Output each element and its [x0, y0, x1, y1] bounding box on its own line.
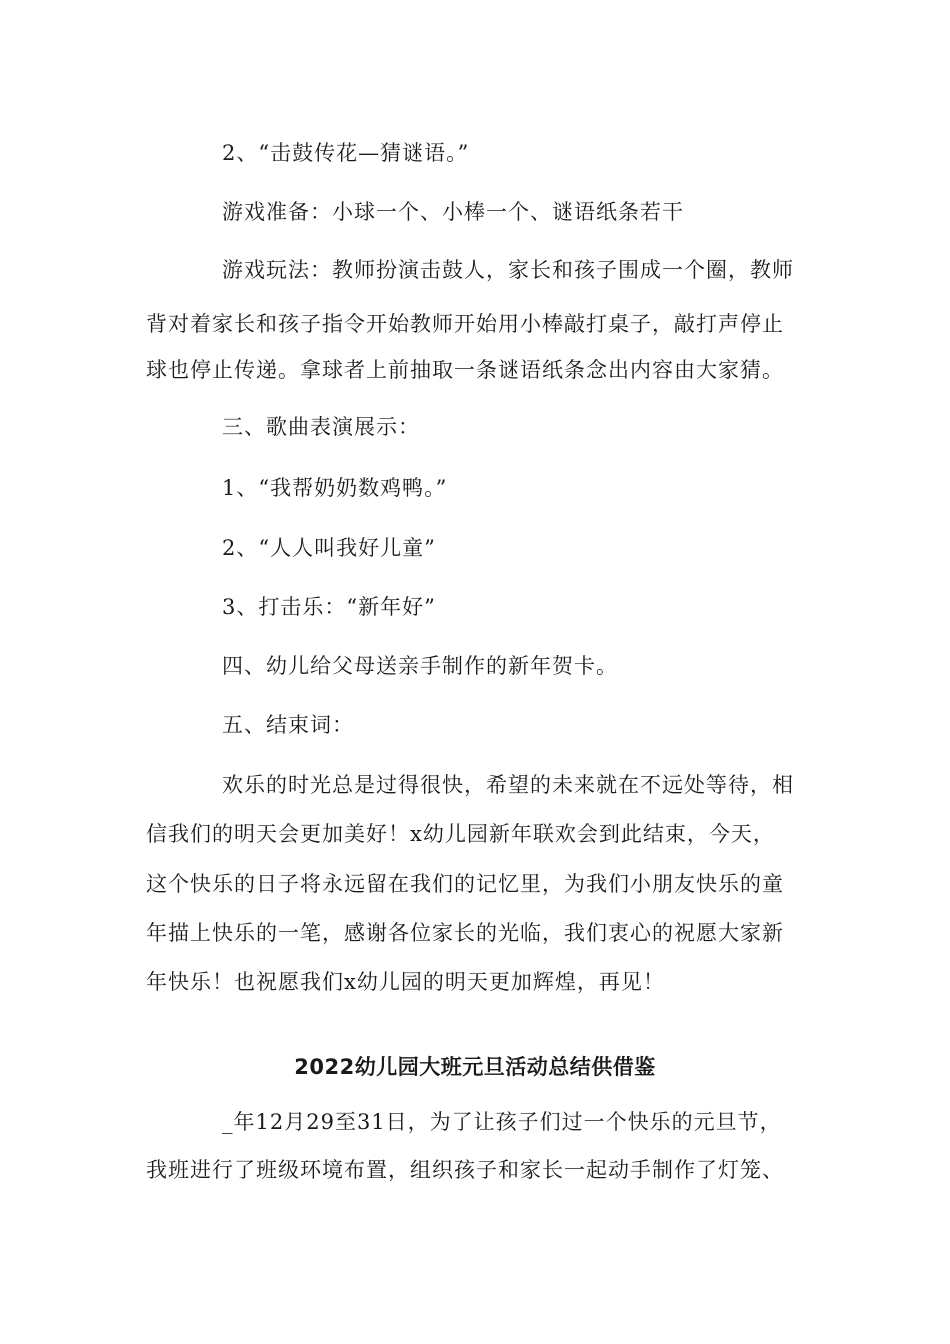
paragraph-line: 年描上快乐的一笔，感谢各位家长的光临，我们衷心的祝愿大家新: [146, 921, 784, 945]
paragraph-line: 信我们的明天会更加美好！x幼儿园新年联欢会到此结束，今天，: [146, 822, 775, 846]
section-heading: 2022幼儿园大班元旦活动总结供借鉴: [294, 1055, 656, 1079]
paragraph-line: 三、歌曲表演展示：: [222, 415, 420, 439]
paragraph-line: 这个快乐的日子将永远留在我们的记忆里，为我们小朋友快乐的童: [146, 872, 784, 896]
paragraph-line: 1、“我帮奶奶数鸡鸭。”: [222, 476, 448, 500]
paragraph-line: _年12月29至31日，为了让孩子们过一个快乐的元旦节，: [222, 1110, 782, 1134]
paragraph-line: 欢乐的时光总是过得很快，希望的未来就在不远处等待，相: [222, 773, 794, 797]
paragraph-line: 我班进行了班级环境布置，组织孩子和家长一起动手制作了灯笼、: [146, 1158, 784, 1182]
paragraph-line: 四、幼儿给父母送亲手制作的新年贺卡。: [222, 654, 618, 678]
paragraph-line: 背对着家长和孩子指令开始教师开始用小棒敲打桌子，敲打声停止: [146, 312, 784, 336]
paragraph-line: 球也停止传递。拿球者上前抽取一条谜语纸条念出内容由大家猜。: [146, 358, 784, 382]
paragraph-line: 2、“击鼓传花—猜谜语。”: [222, 141, 470, 165]
paragraph-line: 五、结束词：: [222, 713, 354, 737]
paragraph-line: 游戏准备：小球一个、小棒一个、谜语纸条若干: [222, 200, 684, 224]
paragraph-line: 游戏玩法：教师扮演击鼓人，家长和孩子围成一个圈，教师: [222, 258, 794, 282]
paragraph-line: 2、“人人叫我好儿童”: [222, 536, 436, 560]
paragraph-line: 年快乐！也祝愿我们x幼儿园的明天更加辉煌，再见！: [146, 970, 665, 994]
paragraph-line: 3、打击乐：“新年好”: [222, 595, 436, 619]
